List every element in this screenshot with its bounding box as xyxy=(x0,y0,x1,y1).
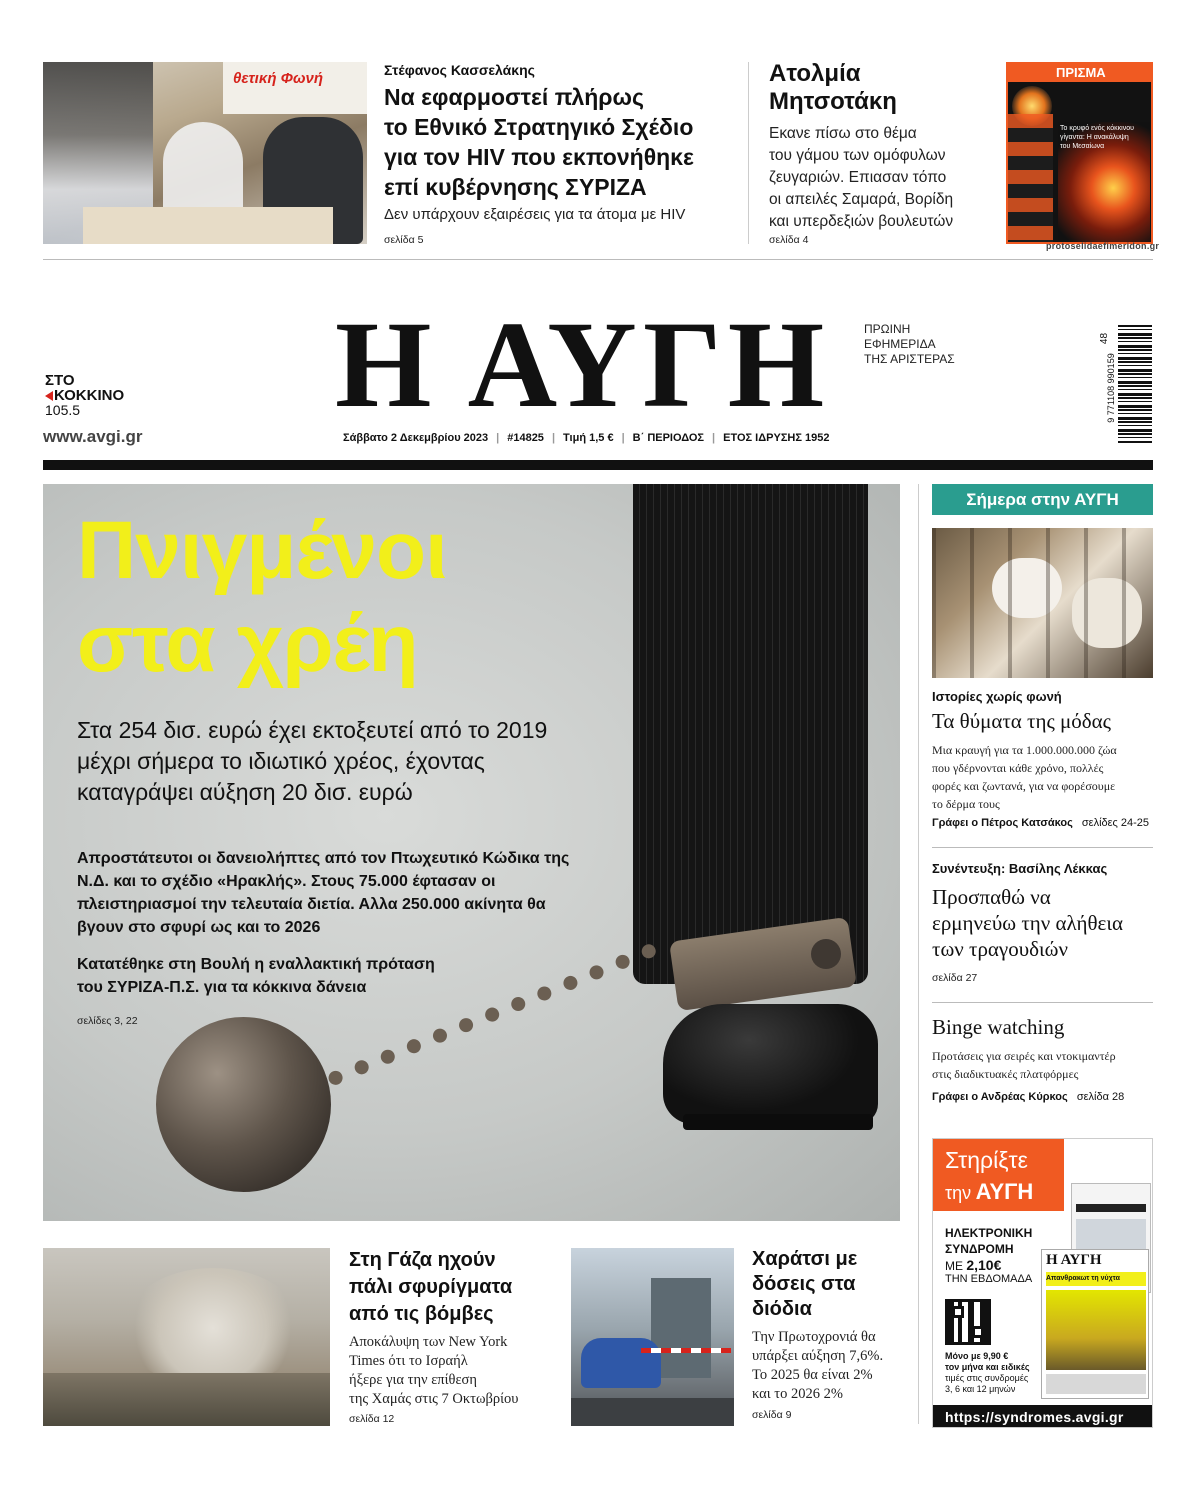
body-line: ήξερε για την επίθεση xyxy=(349,1372,477,1388)
issue-date: Σάββατο 2 Δεκεμβρίου 2023 xyxy=(343,432,489,444)
point-line: Ν.Δ. και το σχέδιο «Ηρακλής». Στους 75.000 έφτασαν οι xyxy=(77,873,496,890)
subscription-type xyxy=(945,1225,1032,1257)
prisma-caption xyxy=(1060,124,1134,151)
author: Γράφει ο Ανδρέας Κύρκος xyxy=(932,1091,1068,1103)
mini-cover-front xyxy=(1041,1249,1149,1399)
bottom-right-page-ref: σελίδα 9 xyxy=(752,1409,792,1421)
prisma-insert-cover[interactable] xyxy=(1006,62,1153,244)
headline-line: διόδια xyxy=(752,1298,812,1320)
top-left-kicker: Στέφανος Κασσελάκης xyxy=(384,62,535,78)
sidebar-rule xyxy=(932,847,1153,848)
body-line: φορές και ζωντανά, για να φορέσουμε xyxy=(932,779,1116,793)
issue-period: Β΄ ΠΕΡΙΟΔΟΣ xyxy=(632,432,705,444)
subscription-price xyxy=(945,1257,1001,1273)
tagline-line: ΤΗΣ ΑΡΙΣΤΕΡΑΣ xyxy=(864,352,955,366)
headline-line: Μητσοτάκη xyxy=(769,88,897,115)
subscription-title1: Στηρίξτε xyxy=(945,1147,1028,1173)
headline-line: το Εθνικό Στρατηγικό Σχέδιο xyxy=(384,114,694,140)
caption-line: γίγαντα: Η ανακάλυψη xyxy=(1060,134,1129,141)
bottom-right-headline[interactable] xyxy=(752,1247,857,1322)
mini-cover-headline: Απανθρακωτ τη νύχτα xyxy=(1046,1272,1146,1286)
point-line: του ΣΥΡΙΖΑ-Π.Σ. για τα κόκκινα δάνεια xyxy=(77,979,367,996)
body-line: Μια κραυγή για τα 1.000.000.000 ζώα xyxy=(932,743,1117,757)
sidebar-rule xyxy=(932,1002,1153,1003)
headline-line: για τον HIV που εκπονήθηκε xyxy=(384,144,694,170)
lead-line: Στα 254 δισ. ευρώ έχει εκτοξευτεί από το 2019 xyxy=(77,717,548,743)
barcode-number: 9 771108 990159 xyxy=(1106,353,1116,423)
point-line: Απροστάτευτοι οι δανειολήπτες από τον Πτωχευτικό Κώδικα της xyxy=(77,850,570,867)
top-left-headline[interactable] xyxy=(384,82,734,202)
lead-line: μέχρι σήμερα το ιδιωτικό χρέος, έχοντας xyxy=(77,748,485,774)
sidebar-header: Σήμερα στην ΑΥΓΗ xyxy=(932,484,1153,515)
body-line: και το 2026 2% xyxy=(752,1386,843,1402)
subscription-url[interactable]: https://syndromes.avgi.gr xyxy=(933,1405,1153,1428)
headline-line: Προσπαθώ να xyxy=(932,885,1051,909)
title2-small: την xyxy=(945,1183,972,1203)
tagline-line: ΠΡΩΙΝΗ xyxy=(864,322,911,336)
point-line: Κατατέθηκε στη Βουλή η εναλλακτική πρόταση xyxy=(77,956,435,973)
body-line: που γδέρνονται κάθε χρόνο, πολλές xyxy=(932,761,1104,775)
issue-price: Τιμή 1,5 € xyxy=(563,432,614,444)
body-line: της Χαμάς στις 7 Οκτωβρίου xyxy=(349,1391,519,1407)
bottom-right-body xyxy=(752,1328,883,1404)
sidebar-story3-headline[interactable]: Binge watching xyxy=(932,1015,1065,1039)
barcode-issue: 48 xyxy=(1099,332,1111,345)
qr-code-icon[interactable] xyxy=(945,1299,991,1345)
page-ref: σελίδα 28 xyxy=(1076,1091,1125,1103)
barcode xyxy=(1099,325,1152,455)
top-right-page-ref: σελίδα 4 xyxy=(769,234,809,246)
masthead-title: Η ΑΥΓΗ xyxy=(335,296,831,433)
main-lead xyxy=(77,715,547,808)
type-line: ΣΥΝΔΡΟΜΗ xyxy=(945,1242,1014,1256)
main-headline xyxy=(77,504,447,690)
headline-line: επί κυβέρνησης ΣΥΡΙΖΑ xyxy=(384,174,647,200)
body-line: το δέρμα τους xyxy=(932,797,1000,811)
sidebar-story1-byline xyxy=(932,817,1149,829)
sidebar-story2-headline[interactable] xyxy=(932,884,1123,962)
masthead-info-bar: Σάββατο 2 Δεκεμβρίου 2023 | #14825 | Τιμή 1,5 € | Β΄ ΠΕΡΙΟΔΟΣ | ΕΤΟΣ ΙΔΡΥΣΗΣ 1952 xyxy=(343,432,830,444)
subscription-promo[interactable] xyxy=(932,1138,1153,1428)
subscription-title2 xyxy=(945,1179,1033,1205)
headline-line: ερμηνεύω την αλήθεια xyxy=(932,911,1123,935)
top-left-subhead: Δεν υπάρχουν εξαιρέσεις για τα άτομα με HIV xyxy=(384,206,686,223)
photo-kasselakis-meeting xyxy=(43,62,367,244)
note-line: τον μήνα και ειδικές xyxy=(945,1362,1030,1372)
founded-year: ΕΤΟΣ ΙΔΡΥΣΗΣ 1952 xyxy=(723,432,830,444)
note-line: Μόνο με 9,90 € xyxy=(945,1351,1009,1361)
play-arrow-icon xyxy=(45,391,53,401)
sidebar-story2-page-ref: σελίδα 27 xyxy=(932,972,978,984)
sidebar-story3-byline xyxy=(932,1091,1124,1103)
trouser-leg-graphic xyxy=(633,484,868,984)
top-right-body xyxy=(769,123,953,233)
body-line: Αποκάλυψη των New York xyxy=(349,1334,508,1350)
lead-line: καταγράψει αύξηση 20 δισ. ευρώ xyxy=(77,779,413,805)
subscription-per: ΤΗΝ ΕΒΔΟΜΑΔΑ xyxy=(945,1273,1033,1285)
body-line: Εκανε πίσω στο θέμα xyxy=(769,125,917,142)
body-line: Times ότι το Ισραήλ xyxy=(349,1353,468,1369)
mini-cover-title: Η ΑΥΓΗ xyxy=(1046,1252,1102,1268)
body-line: Το 2025 θα είναι 2% xyxy=(752,1367,873,1383)
note-line: τιμές στις συνδρομές xyxy=(945,1373,1029,1383)
top-left-page-ref: σελίδα 5 xyxy=(384,234,424,246)
title2-big: ΑΥΓΗ xyxy=(975,1179,1034,1204)
masthead-tagline xyxy=(864,322,955,367)
main-page-ref: σελίδες 3, 22 xyxy=(77,1015,138,1027)
watermark: protoselidaefimeridon.gr xyxy=(1046,241,1160,251)
sidebar-story1-body xyxy=(932,741,1117,813)
body-line: και υπερδεξιών βουλευτών xyxy=(769,213,954,230)
top-right-headline[interactable] xyxy=(769,60,897,116)
column-divider xyxy=(748,62,749,244)
point-line: πλειστηριασμοί την τελευταία διετία. Αλλα 250.000 ακίνητα θα xyxy=(77,896,546,913)
headline-line: από τις βόμβες xyxy=(349,1303,494,1325)
chain-graphic xyxy=(303,1024,683,1144)
sidebar-story1-headline[interactable]: Τα θύματα της μόδας xyxy=(932,709,1112,733)
headline-line: Χαράτσι με xyxy=(752,1248,858,1270)
caption-line: Το κρυφό ενός κόκκινου xyxy=(1060,125,1134,132)
photo-toll-booth xyxy=(571,1248,734,1426)
author: Γράφει ο Πέτρος Κατσάκος xyxy=(932,817,1073,829)
photo-cows xyxy=(932,528,1153,678)
sidebar-story2-kicker: Συνέντευξη: Βασίλης Λέκκας xyxy=(932,861,1108,876)
point-line: βγουν στο σφυρί ως και το 2026 xyxy=(77,919,321,936)
headline-line: Στη Γάζα ηχούν xyxy=(349,1249,496,1271)
iron-ball-graphic xyxy=(156,1017,331,1192)
body-line: ζευγαριών. Επιασαν τόπο xyxy=(769,169,947,186)
bottom-left-page-ref: σελίδα 12 xyxy=(349,1413,395,1425)
body-line: του γάμου των ομόφυλων xyxy=(769,147,946,164)
main-point-1 xyxy=(77,847,569,939)
main-point-2 xyxy=(77,953,435,999)
masthead-rule xyxy=(43,460,1153,470)
body-line: υπάρξει αύξηση 7,6%. xyxy=(752,1348,884,1364)
website-link[interactable]: www.avgi.gr xyxy=(43,427,143,446)
tagline-line: ΕΦΗΜΕΡΙΔΑ xyxy=(864,337,936,351)
headline-line: Να εφαρμοστεί πλήρως xyxy=(384,84,644,110)
radio-logo[interactable] xyxy=(45,373,155,418)
price-prefix: ΜΕ xyxy=(945,1259,963,1273)
headline-line: των τραγουδιών xyxy=(932,937,1068,961)
prisma-title: ΠΡΙΣΜΑ xyxy=(1056,65,1106,80)
bottom-left-body xyxy=(349,1333,518,1409)
headline-line: πάλι σφυρίγματα xyxy=(349,1276,513,1298)
radio-frequency: 105.5 xyxy=(45,402,81,418)
headline-line: Πνιγμένοι xyxy=(77,505,447,596)
sidebar-divider xyxy=(918,484,919,1424)
shoe-graphic xyxy=(663,1004,878,1124)
body-line: στις διαδικτυακές πλατφόρμες xyxy=(932,1067,1079,1081)
price-value: 2,10€ xyxy=(966,1257,1002,1273)
radio-line2: ΚΟΚΚΙΝΟ xyxy=(54,387,125,404)
body-line: οι απειλές Σαμαρά, Βορίδη xyxy=(769,191,954,208)
sidebar-story3-body xyxy=(932,1047,1116,1083)
sidebar-story1-kicker: Ιστορίες χωρίς φωνή xyxy=(932,689,1062,704)
headline-line: δόσεις στα xyxy=(752,1273,856,1295)
type-line: ΗΛΕΚΤΡΟΝΙΚΗ xyxy=(945,1226,1033,1240)
headline-line: στα χρέη xyxy=(77,598,418,689)
body-line: Προτάσεις για σειρές και ντοκιμαντέρ xyxy=(932,1049,1116,1063)
headline-line: Ατολμία xyxy=(769,60,861,87)
radio-line1: ΣΤΟ xyxy=(45,372,75,389)
photo-gaza-smoke xyxy=(43,1248,330,1426)
top-rule xyxy=(43,259,1153,260)
issue-number: #14825 xyxy=(507,432,544,444)
page-ref: σελίδες 24-25 xyxy=(1081,817,1150,829)
note-line: 3, 6 και 12 μηνών xyxy=(945,1384,1016,1394)
subscription-note xyxy=(945,1351,1030,1395)
bottom-left-headline[interactable] xyxy=(349,1247,512,1328)
body-line: Την Πρωτοχρονιά θα xyxy=(752,1329,876,1345)
photo-sign: θετική Φωνή xyxy=(233,70,324,87)
caption-line: του Μεσαίωνα xyxy=(1060,143,1105,150)
